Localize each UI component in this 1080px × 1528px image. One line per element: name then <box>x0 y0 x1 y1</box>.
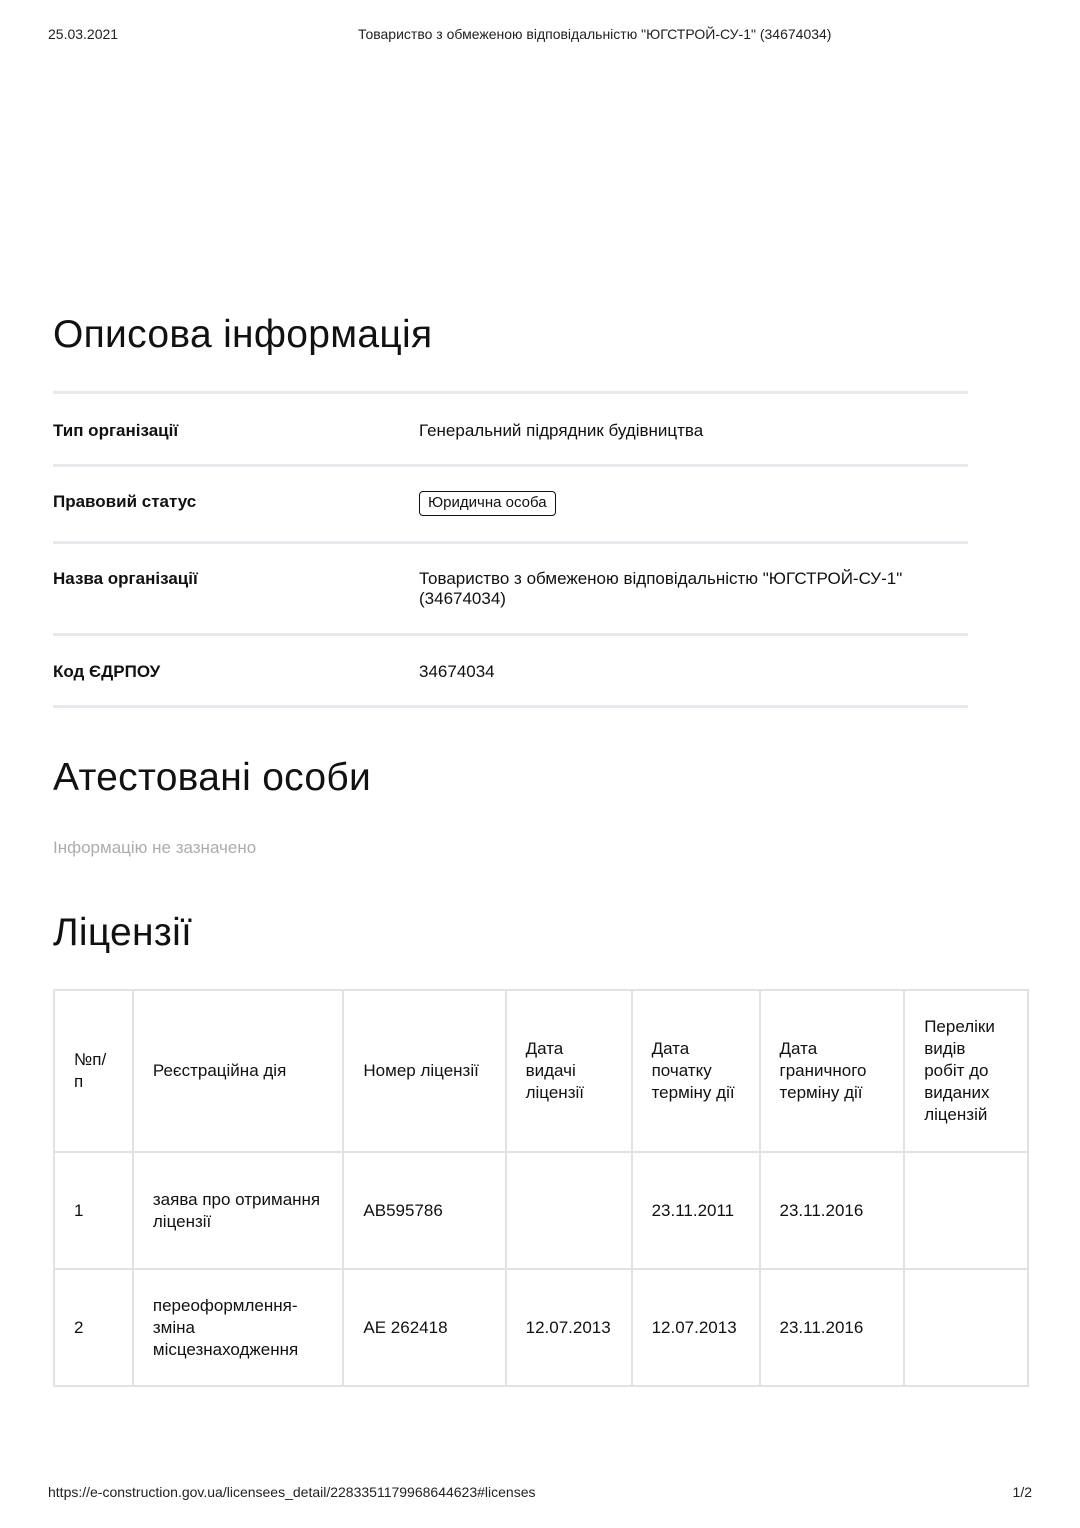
edrpou-label: Код ЄДРПОУ <box>53 662 161 681</box>
info-row-legal-status <box>53 464 968 541</box>
header-registration-action: Реєстраційна дія <box>133 990 344 1152</box>
cell-end-date: 23.11.2016 <box>760 1152 905 1269</box>
cell-registration-action: переоформлення-зміна місцезнаходження <box>133 1269 344 1386</box>
licenses-title: Ліцензії <box>53 911 193 954</box>
info-row-org-name <box>53 541 968 633</box>
org-name-line-2: (34674034) <box>419 589 506 608</box>
header-license-number: Номер ліцензії <box>343 990 505 1152</box>
licenses-header-row <box>54 990 1028 1152</box>
legal-status-value <box>419 491 979 516</box>
edrpou-value: 34674034 <box>419 662 495 681</box>
print-document-title: Товариство з обмеженою відповідальністю "ЮГСТРОЙ-СУ-1" (34674034) <box>358 26 832 42</box>
print-date: 25.03.2021 <box>48 26 119 42</box>
info-row-edrpou <box>53 633 968 708</box>
cell-issue-date: 12.07.2013 <box>506 1269 632 1386</box>
descriptive-info-title: Описова інформація <box>53 313 433 356</box>
info-row-org-type <box>53 391 968 464</box>
print-footer <box>48 1484 1032 1502</box>
cell-license-number: АВ595786 <box>343 1152 505 1269</box>
print-header <box>48 26 1032 44</box>
header-end-date: Дата граничного терміну дії <box>760 990 905 1152</box>
org-name-value <box>419 569 979 609</box>
legal-status-badge: Юридична особа <box>419 491 556 516</box>
header-work-types: Переліки видів робіт до виданих ліцензій <box>904 990 1028 1152</box>
cell-registration-action: заява про отримання ліцензії <box>133 1152 344 1269</box>
org-type-value: Генеральний підрядник будівництва <box>419 421 704 440</box>
licenses-table <box>53 989 1029 1387</box>
page-number: 1/2 <box>1012 1484 1032 1500</box>
cell-issue-date <box>506 1152 632 1269</box>
cell-start-date: 23.11.2011 <box>632 1152 760 1269</box>
header-number: №п/п <box>54 990 133 1152</box>
cell-license-number: АЕ 262418 <box>343 1269 505 1386</box>
descriptive-info-table <box>53 391 968 708</box>
certified-persons-title: Атестовані особи <box>53 756 372 799</box>
cell-work-types <box>904 1269 1028 1386</box>
legal-status-label: Правовий статус <box>53 492 197 511</box>
certified-persons-empty-note: Інформацію не зазначено <box>53 838 257 857</box>
org-name-label: Назва організації <box>53 569 198 588</box>
cell-end-date: 23.11.2016 <box>760 1269 905 1386</box>
cell-number: 2 <box>54 1269 133 1386</box>
page-url-link[interactable]: https://e-construction.gov.ua/licensees_detail/2283351179968644623#licenses <box>48 1484 536 1500</box>
header-start-date: Дата початку терміну дії <box>632 990 760 1152</box>
cell-start-date: 12.07.2013 <box>632 1269 760 1386</box>
org-name-line-1: Товариство з обмеженою відповідальністю "ЮГСТРОЙ-СУ-1" <box>419 569 903 588</box>
org-type-label: Тип організації <box>53 421 179 440</box>
header-issue-date: Дата видачі ліцензії <box>506 990 632 1152</box>
cell-work-types <box>904 1152 1028 1269</box>
table-row <box>54 1269 1028 1386</box>
table-row <box>54 1152 1028 1269</box>
cell-number: 1 <box>54 1152 133 1269</box>
